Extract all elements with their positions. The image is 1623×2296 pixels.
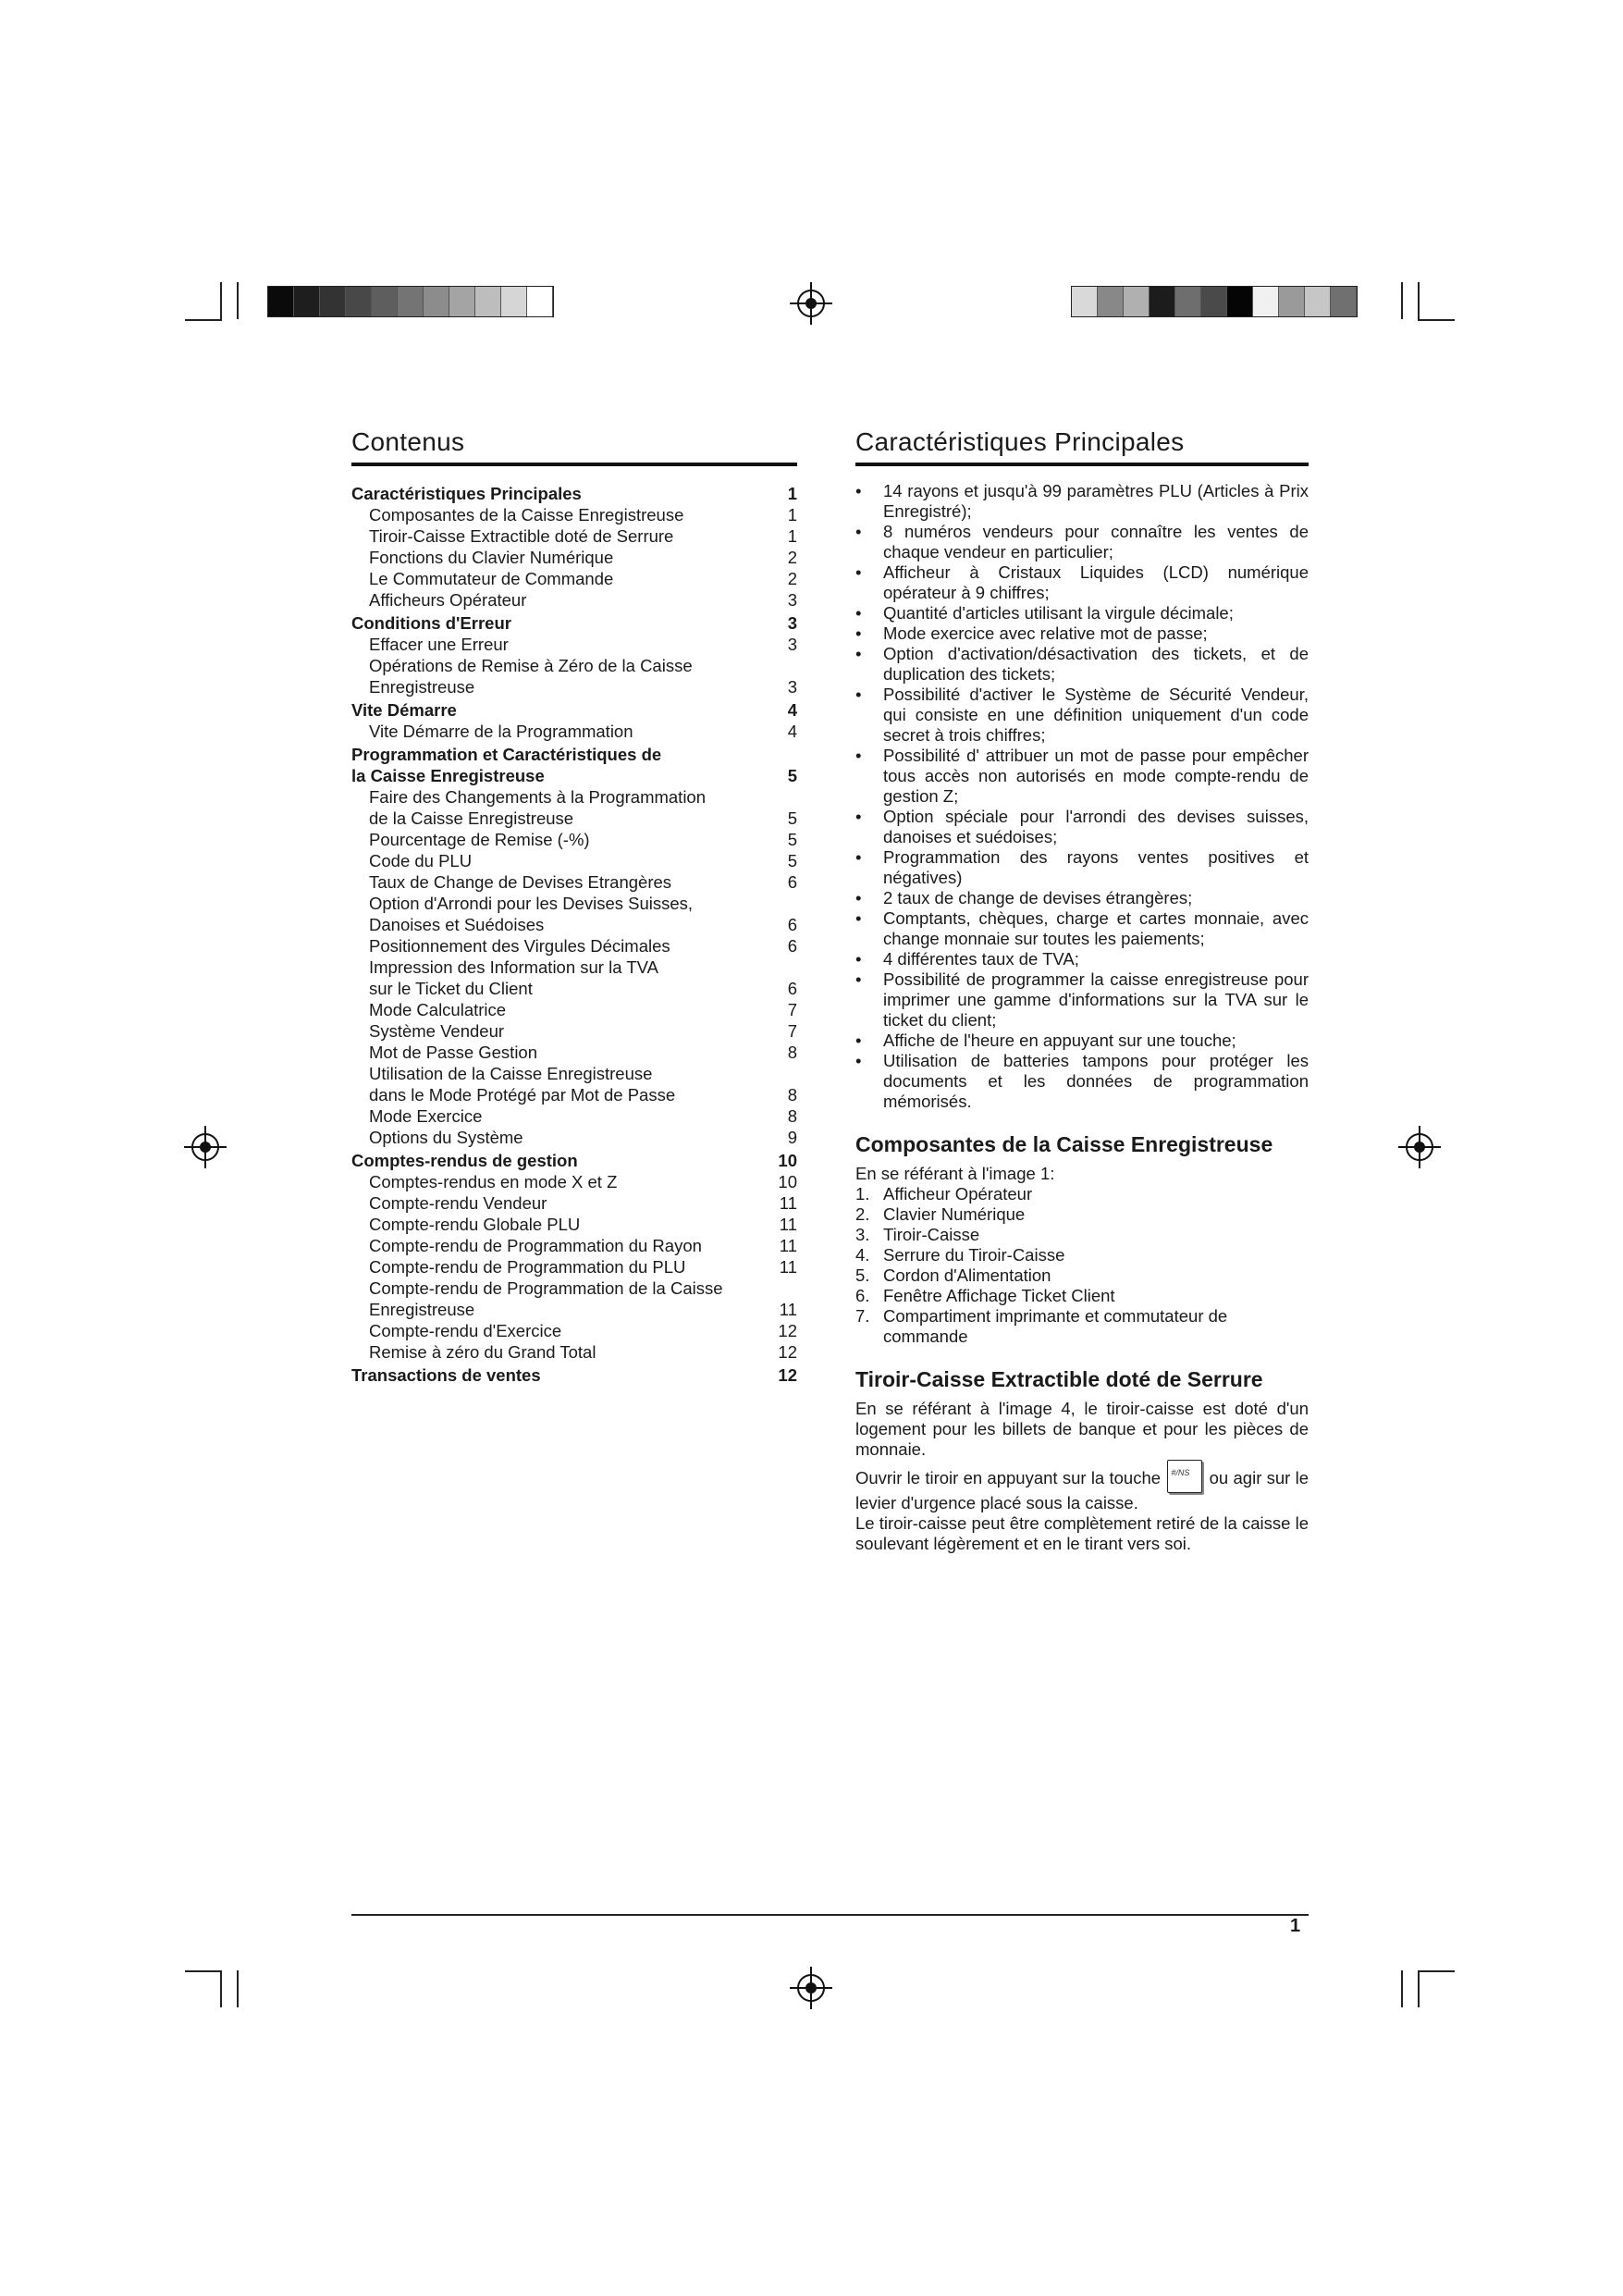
toc-entry-label: Comptes-rendus de gestion: [351, 1151, 578, 1170]
feature-item: • Utilisation de batteries tampons pour protéger les documents et les données de programmation mémorisés.: [855, 1051, 1309, 1112]
toc-section-entry: [351, 483, 797, 504]
toc-entry-page: 3: [787, 590, 797, 610]
toc-entry: [351, 999, 797, 1020]
toc-entry: [351, 1320, 797, 1341]
toc-entry-page: 5: [787, 851, 797, 870]
toc-entry-page: 11: [779, 1236, 797, 1255]
toc-entry: [351, 1256, 797, 1278]
component-number: 7.: [855, 1306, 870, 1326]
components-list: [855, 1184, 1309, 1347]
component-number: 6.: [855, 1286, 870, 1305]
feature-item: • 8 numéros vendeurs pour connaître les ventes de chaque vendeur en particulier;: [855, 522, 1309, 562]
registration-mark-icon: [1406, 1133, 1433, 1161]
toc-entry: [351, 1278, 797, 1320]
toc-entry-page: 6: [787, 872, 797, 892]
toc-entry-label: Options du Système: [369, 1128, 523, 1147]
toc-entry-page: 6: [787, 915, 797, 934]
color-swatch: [294, 287, 320, 316]
footer-rule: [351, 1914, 1309, 1916]
toc-entry-label: Pourcentage de Remise (-%): [369, 830, 590, 849]
drawer-paragraph-1: En se référant à l'image 4, le tiroir-caisse est doté d'un logement pour les billets de banque et pour les pièces de monnaie.: [855, 1399, 1309, 1459]
features-title: Caractéristiques Principales: [855, 427, 1309, 466]
color-swatch: [1331, 287, 1357, 316]
toc-entry-page: 12: [778, 1321, 797, 1340]
toc-entry: [351, 893, 797, 935]
page-number: 1: [1290, 1916, 1301, 1936]
toc-entry-page: 7: [787, 1021, 797, 1041]
color-swatch: [372, 287, 398, 316]
toc-entry-page: 10: [778, 1172, 797, 1191]
component-item: [855, 1225, 1309, 1245]
toc-entry-page: 8: [787, 1106, 797, 1126]
toc-entry-page: 2: [787, 548, 797, 567]
toc-entry-page: 10: [778, 1151, 797, 1170]
toc-entry-page: 11: [779, 1193, 797, 1213]
feature-item: • Affiche de l'heure en appuyant sur une touche;: [855, 1031, 1309, 1051]
toc-entry: [351, 1235, 797, 1256]
feature-item: • Comptants, chèques, charge et cartes monnaie, avec change monnaie sur toutes les paiements;: [855, 908, 1309, 949]
component-item: [855, 1245, 1309, 1265]
toc-entry-page: 11: [779, 1257, 797, 1277]
feature-item: • Possibilité d' attribuer un mot de passe pour empêcher tous accès non autorisés en mode compte-rendu de gestion Z;: [855, 746, 1309, 807]
toc-entry-label: Comptes-rendus en mode X et Z: [369, 1172, 618, 1191]
toc-entry-label: Le Commutateur de Commande: [369, 569, 614, 588]
component-number: 3.: [855, 1225, 870, 1244]
color-swatch: [268, 287, 294, 316]
toc-entry-page: 8: [787, 1085, 797, 1105]
component-number: 4.: [855, 1245, 870, 1265]
drawer-section: [855, 1399, 1309, 1554]
toc-title: Contenus: [351, 427, 797, 466]
key-label: #/NS: [1171, 1468, 1190, 1477]
toc-entry: [351, 634, 797, 655]
component-number: 5.: [855, 1265, 870, 1285]
component-item: [855, 1306, 1309, 1347]
toc-entry: [351, 1192, 797, 1214]
toc-entry-page: 3: [787, 635, 797, 654]
toc-entry-page: 4: [787, 700, 797, 720]
toc-section-entry: [351, 612, 797, 634]
components-intro: En se référant à l'image 1:: [855, 1164, 1055, 1183]
component-text: Tiroir-Caisse: [883, 1225, 980, 1244]
color-swatch: [449, 287, 475, 316]
toc-entry-label: Compte-rendu Globale PLU: [369, 1215, 581, 1234]
toc-section-entry: [351, 1150, 797, 1171]
color-swatch: [1150, 287, 1175, 316]
drawer-paragraph-3: Le tiroir-caisse peut être complètement retiré de la caisse le soulevant légèrement et en le tirant vers soi.: [855, 1513, 1309, 1553]
component-text: Compartiment imprimante et commutateur de commande: [883, 1306, 1228, 1346]
toc-entry: [351, 935, 797, 957]
component-item: [855, 1184, 1309, 1204]
color-swatch: [424, 287, 449, 316]
component-item: [855, 1265, 1309, 1286]
drawer-text-before-key: Ouvrir le tiroir en appuyant sur la touche: [855, 1468, 1162, 1487]
toc-entry-label: Programmation et Caractéristiques de la Caisse Enregistreuse: [351, 745, 662, 785]
color-swatch: [1253, 287, 1279, 316]
toc-entry-label: Mode Exercice: [369, 1106, 483, 1126]
toc-entry-page: 9: [787, 1128, 797, 1147]
toc-entry-label: Faire des Changements à la Programmation de la Caisse Enregistreuse: [369, 787, 707, 828]
toc-entry: [351, 504, 797, 525]
drawer-heading: Tiroir-Caisse Extractible doté de Serrure: [855, 1367, 1263, 1391]
feature-item: • Quantité d'articles utilisant la virgule décimale;: [855, 603, 1309, 623]
toc-entry-label: Système Vendeur: [369, 1021, 505, 1041]
toc-entry-label: Remise à zéro du Grand Total: [369, 1342, 596, 1362]
toc-entry-label: Impression des Information sur la TVA sur le Ticket du Client: [369, 957, 658, 998]
toc-entry: [351, 786, 797, 829]
toc-entry-label: Opérations de Remise à Zéro de la Caisse Enregistreuse: [369, 656, 693, 697]
toc-entry-page: 11: [779, 1300, 797, 1319]
color-swatch: [527, 287, 553, 316]
toc-entry-label: Transactions de ventes: [351, 1365, 541, 1385]
drawer-paragraph-2: [855, 1460, 1309, 1513]
component-item: [855, 1286, 1309, 1306]
color-swatch: [1227, 287, 1253, 316]
toc-entry-label: Taux de Change de Devises Etrangères: [369, 872, 672, 892]
component-text: Fenêtre Affichage Ticket Client: [883, 1286, 1115, 1305]
color-swatch: [1201, 287, 1227, 316]
toc-entry: [351, 1020, 797, 1042]
toc-entry-page: 1: [787, 526, 797, 546]
toc-entry: [351, 525, 797, 547]
feature-item: • 2 taux de change de devises étrangères;: [855, 888, 1309, 908]
color-swatch: [1175, 287, 1201, 316]
color-calibration-bar-left: [267, 286, 554, 317]
toc-entry-label: Mot de Passe Gestion: [369, 1043, 538, 1062]
registration-mark-icon: [797, 1974, 825, 2002]
toc-entry-page: 5: [787, 766, 797, 785]
toc-entry-label: Option d'Arrondi pour les Devises Suisses, Danoises et Suédoises: [369, 894, 694, 934]
toc-entry: [351, 1063, 797, 1105]
component-number: 2.: [855, 1204, 870, 1224]
toc-entry-page: 12: [778, 1365, 797, 1385]
toc-entry-page: 6: [787, 979, 797, 998]
color-swatch: [346, 287, 372, 316]
toc-entry: [351, 655, 797, 697]
toc-entry: [351, 1042, 797, 1063]
color-swatch: [1072, 287, 1098, 316]
toc-entry-label: Compte-rendu Vendeur: [369, 1193, 547, 1213]
registration-mark-icon: [797, 290, 825, 317]
feature-item: • Option d'activation/désactivation des tickets, et de duplication des tickets;: [855, 644, 1309, 685]
table-of-contents: [351, 481, 797, 1386]
toc-entry-page: 1: [787, 484, 797, 503]
toc-entry: [351, 957, 797, 999]
toc-entry-page: 6: [787, 936, 797, 956]
color-swatch: [1279, 287, 1305, 316]
features-list: [855, 481, 1309, 1112]
toc-entry: [351, 589, 797, 611]
toc-entry-label: Positionnement des Virgules Décimales: [369, 936, 670, 956]
feature-item: • Option spéciale pour l'arrondi des devises suisses, danoises et suédoises;: [855, 807, 1309, 847]
toc-entry-label: Vite Démarre: [351, 700, 457, 720]
toc-entry-page: 5: [787, 809, 797, 828]
toc-entry-label: Compte-rendu de Programmation de la Caisse Enregistreuse: [369, 1278, 723, 1319]
toc-entry-page: 4: [787, 722, 797, 741]
toc-entry-label: Compte-rendu de Programmation du Rayon: [369, 1236, 702, 1255]
no-sale-key-icon: [1167, 1460, 1202, 1493]
component-text: Afficheur Opérateur: [883, 1184, 1033, 1204]
toc-entry: [351, 1214, 797, 1235]
right-column: [855, 481, 1309, 1554]
feature-item: • Mode exercice avec relative mot de passe;: [855, 623, 1309, 644]
toc-entry-page: 7: [787, 1000, 797, 1019]
color-swatch: [1098, 287, 1124, 316]
toc-entry-label: Conditions d'Erreur: [351, 613, 511, 633]
toc-entry-page: 5: [787, 830, 797, 849]
toc-entry-label: Code du PLU: [369, 851, 473, 870]
toc-entry-label: Vite Démarre de la Programmation: [369, 722, 633, 741]
toc-entry-page: 1: [787, 505, 797, 525]
color-swatch: [475, 287, 501, 316]
toc-entry: [351, 568, 797, 589]
feature-item: • 4 différentes taux de TVA;: [855, 949, 1309, 969]
color-swatch: [501, 287, 527, 316]
components-heading: Composantes de la Caisse Enregistreuse: [855, 1132, 1273, 1156]
color-swatch: [320, 287, 346, 316]
toc-entry-page: 8: [787, 1043, 797, 1062]
feature-item: • 14 rayons et jusqu'à 99 paramètres PLU (Articles à Prix Enregistré);: [855, 481, 1309, 522]
toc-entry-label: Utilisation de la Caisse Enregistreuse dans le Mode Protégé par Mot de Passe: [369, 1064, 676, 1105]
color-swatch: [1305, 287, 1331, 316]
toc-entry: [351, 871, 797, 893]
toc-entry: [351, 1341, 797, 1363]
component-item: [855, 1204, 1309, 1225]
toc-entry: [351, 1127, 797, 1148]
color-swatch: [1124, 287, 1150, 316]
feature-item: • Programmation des rayons ventes positives et négatives): [855, 847, 1309, 888]
component-text: Cordon d'Alimentation: [883, 1265, 1051, 1285]
drawer-text-after-key: ou agir sur le levier d'urgence placé sous la caisse.: [855, 1468, 1309, 1512]
toc-entry-label: Compte-rendu d'Exercice: [369, 1321, 562, 1340]
toc-entry-label: Effacer une Erreur: [369, 635, 509, 654]
toc-entry-page: 2: [787, 569, 797, 588]
registration-mark-icon: [191, 1133, 219, 1161]
toc-entry-page: 11: [779, 1215, 797, 1234]
toc-section-entry: [351, 1364, 797, 1386]
toc-entry-label: Caractéristiques Principales: [351, 484, 582, 503]
toc-entry-page: 3: [787, 613, 797, 633]
color-swatch: [398, 287, 424, 316]
component-number: 1.: [855, 1184, 870, 1204]
toc-entry-label: Mode Calculatrice: [369, 1000, 507, 1019]
component-text: Serrure du Tiroir-Caisse: [883, 1245, 1065, 1265]
component-text: Clavier Numérique: [883, 1204, 1026, 1224]
toc-entry: [351, 850, 797, 871]
toc-entry-label: Tiroir-Caisse Extractible doté de Serrure: [369, 526, 674, 546]
toc-entry: [351, 1105, 797, 1127]
toc-entry: [351, 1171, 797, 1192]
toc-entry: [351, 547, 797, 568]
toc-section-entry: [351, 699, 797, 721]
feature-item: • Afficheur à Cristaux Liquides (LCD) numérique opérateur à 9 chiffres;: [855, 562, 1309, 603]
toc-entry-label: Afficheurs Opérateur: [369, 590, 527, 610]
toc-entry-page: 3: [787, 677, 797, 697]
toc-entry: [351, 829, 797, 850]
toc-entry-label: Fonctions du Clavier Numérique: [369, 548, 614, 567]
toc-entry-label: Composantes de la Caisse Enregistreuse: [369, 505, 684, 525]
feature-item: • Possibilité d'activer le Système de Sécurité Vendeur, qui consiste en une définition uniquement d'un code secret à trois chiffres;: [855, 685, 1309, 746]
toc-section-entry: [351, 744, 797, 786]
color-calibration-bar-right: [1071, 286, 1358, 317]
toc-entry: [351, 721, 797, 742]
toc-entry-page: 12: [778, 1342, 797, 1362]
toc-entry-label: Compte-rendu de Programmation du PLU: [369, 1257, 686, 1277]
feature-item: • Possibilité de programmer la caisse enregistreuse pour imprimer une gamme d'informations sur la TVA sur le ticket du client;: [855, 969, 1309, 1031]
